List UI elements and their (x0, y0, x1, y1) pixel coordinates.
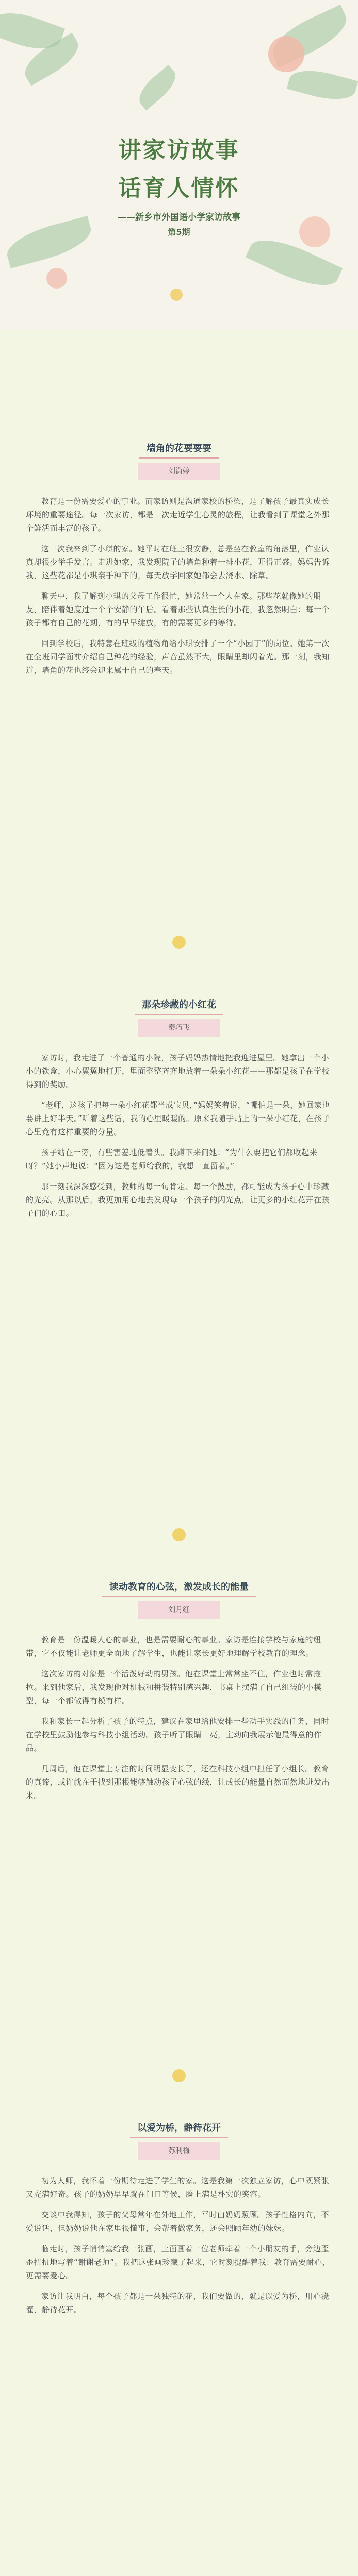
page-title-line1: 讲家访故事 (118, 137, 240, 163)
paragraph: 这一次我来到了小琪的家。她平时在班上很安静，总是坐在教室的角落里，作业认真却很少举手发言。走进她家，我发现院子的墙角种着一排小花，开得正盛。妈妈告诉我，这些花都是小琪亲手种下的，每天放学回家她都会去浇水、除草。 (26, 544, 330, 580)
issue-number: 第5期 (168, 227, 190, 237)
paragraph: 家访时，我走进了一个普通的小院，孩子妈妈热情地把我迎进屋里。她拿出一个小小的铁盒，小心翼翼地打开，里面整整齐齐地放着一朵朵小红花——那都是孩子在学校得到的奖励。 (26, 1053, 330, 1089)
paragraph: 教育是一份温暖人心的事业，也是需要耐心的事业。家访是连接学校与家庭的纽带，它不仅能让老师更全面地了解学生，也能让家长更好地理解学校教育的理念。 (26, 1635, 321, 1658)
section-author: 秦巧飞 (138, 1019, 220, 1037)
header-banner (0, 0, 358, 330)
section-title: 墙角的花要要要 (139, 438, 219, 459)
section-body (26, 495, 332, 684)
divider (0, 1520, 358, 1551)
section-author: 刘潇婷 (138, 463, 220, 480)
section-body (26, 2174, 332, 2324)
decor-leaf (133, 65, 182, 110)
section-title: 那朵珍藏的小红花 (135, 994, 223, 1015)
paragraph: 初为人师，我怀着一份期待走进了学生的家。这是我第一次独立家访，心中既紧张又充满好奇。孩子的奶奶早早就在门口等候，脸上满是朴实的笑容。 (26, 2176, 330, 2199)
decor-flower (268, 36, 304, 72)
section-body (26, 1051, 332, 1227)
decor-flower (170, 289, 183, 301)
paragraph: 家访让我明白，每个孩子都是一朵独特的花，我们要做的，就是以爱为桥，用心浇灌，静待花开。 (26, 2292, 330, 2314)
paragraph: 孩子站在一旁，有些害羞地低着头。我蹲下来问她：“为什么要把它们都收起来呀？”她小声地说：“因为这是老师给我的，我想一直留着。” (26, 1148, 318, 1171)
section-header (96, 1577, 262, 1619)
paragraph: 临走时，孩子悄悄塞给我一张画，上面画着一位老师牵着一个小朋友的手，旁边歪歪扭扭地写着“谢谢老师”。我把这张画珍藏了起来，它时刻提醒着我：教育需要耐心，更需要爱心。 (26, 2244, 331, 2280)
decor-flower (46, 268, 67, 289)
paragraph: 教育是一份需要爱心的事业。而家访则是沟通家校的桥梁，是了解孩子最真实成长环境的重要途径。每一次家访，都是一次走近学生心灵的旅程，让我看到了课堂之外那个鲜活而丰富的孩子。 (26, 497, 330, 533)
title-block (0, 131, 358, 238)
paragraph: 交谈中我得知，孩子的父母常年在外地工作，平时由奶奶照顾。孩子性格内向，不爱说话，但奶奶说他在家里很懂事，会帮着做家务，还会照顾年幼的妹妹。 (26, 2210, 330, 2233)
section-body (26, 1633, 332, 1809)
divider (0, 2061, 358, 2092)
page-title-line2: 话育人情怀 (118, 175, 240, 201)
section-header (117, 2117, 241, 2160)
paragraph: 我和家长一起分析了孩子的特点，建议在家里给他安排一些动手实践的任务，同时在学校里鼓励他参与科技小组活动。孩子听了眼睛一亮，主动向我展示他最得意的作品。 (26, 1717, 330, 1753)
page-subtitle: ——新乡市外国语小学家访故事 (118, 212, 240, 223)
section-header (117, 438, 241, 480)
paragraph: 那一刻我深深感受到，教师的每一句肯定、每一个鼓励，都可能成为孩子心中珍藏的光亮。从那以后，我更加用心地去发现每一个孩子的闪光点，让更多的小红花开在孩子们的心田。 (26, 1182, 330, 1218)
paragraph: 聊天中，我了解到小琪的父母工作很忙，她常常一个人在家。那些花就像她的朋友，陪伴着她度过一个个安静的午后。看着那些认真生长的小花，我忽然明白：每一个孩子都有自己的花期，有的早早绽放，有的需要更多的等待。 (26, 591, 330, 628)
paragraph: 几周后，他在课堂上专注的时间明显变长了，还在科技小组中担任了小组长。教育的真谛，或许就在于找到那根能够触动孩子心弦的线，让成长的能量自然而然地迸发出来。 (26, 1764, 330, 1800)
section-header (117, 994, 241, 1037)
flower-icon (172, 2069, 186, 2082)
decor-leaf (287, 64, 358, 106)
section-author: 苏利梅 (138, 2142, 220, 2160)
flower-icon (172, 1528, 186, 1541)
divider (0, 927, 358, 958)
paragraph: “老师，这孩子把每一朵小红花都当成宝贝，”妈妈笑着说，“哪怕是一朵，她回家也要讲上好半天。”听着这些话，我的心里暖暖的。原来我随手贴上的一朵小红花，在孩子心里竟有这样重要的分量。 (26, 1100, 330, 1137)
flower-icon (172, 936, 186, 949)
section-title: 读动教育的心弦，激发成长的能量 (102, 1577, 256, 1597)
paragraph: 回到学校后，我特意在班级的植物角给小琪安排了一个“小园丁”的岗位。她第一次在全班同学面前介绍自己种花的经验，声音虽然不大，眼睛里却闪着光。那一刻，我知道，墙角的花也终会迎来属于自己的春天。 (26, 639, 330, 675)
paragraph: 这次家访的对象是一个活泼好动的男孩。他在课堂上常常坐不住，作业也时常拖拉。来到他家后，我发现他对机械和拼装特别感兴趣，书桌上摆满了自己组装的小模型，每一个都做得有模有样。 (26, 1669, 322, 1705)
section-title: 以爱为桥，静待花开 (130, 2117, 228, 2138)
section-author: 刘月红 (138, 1601, 220, 1619)
